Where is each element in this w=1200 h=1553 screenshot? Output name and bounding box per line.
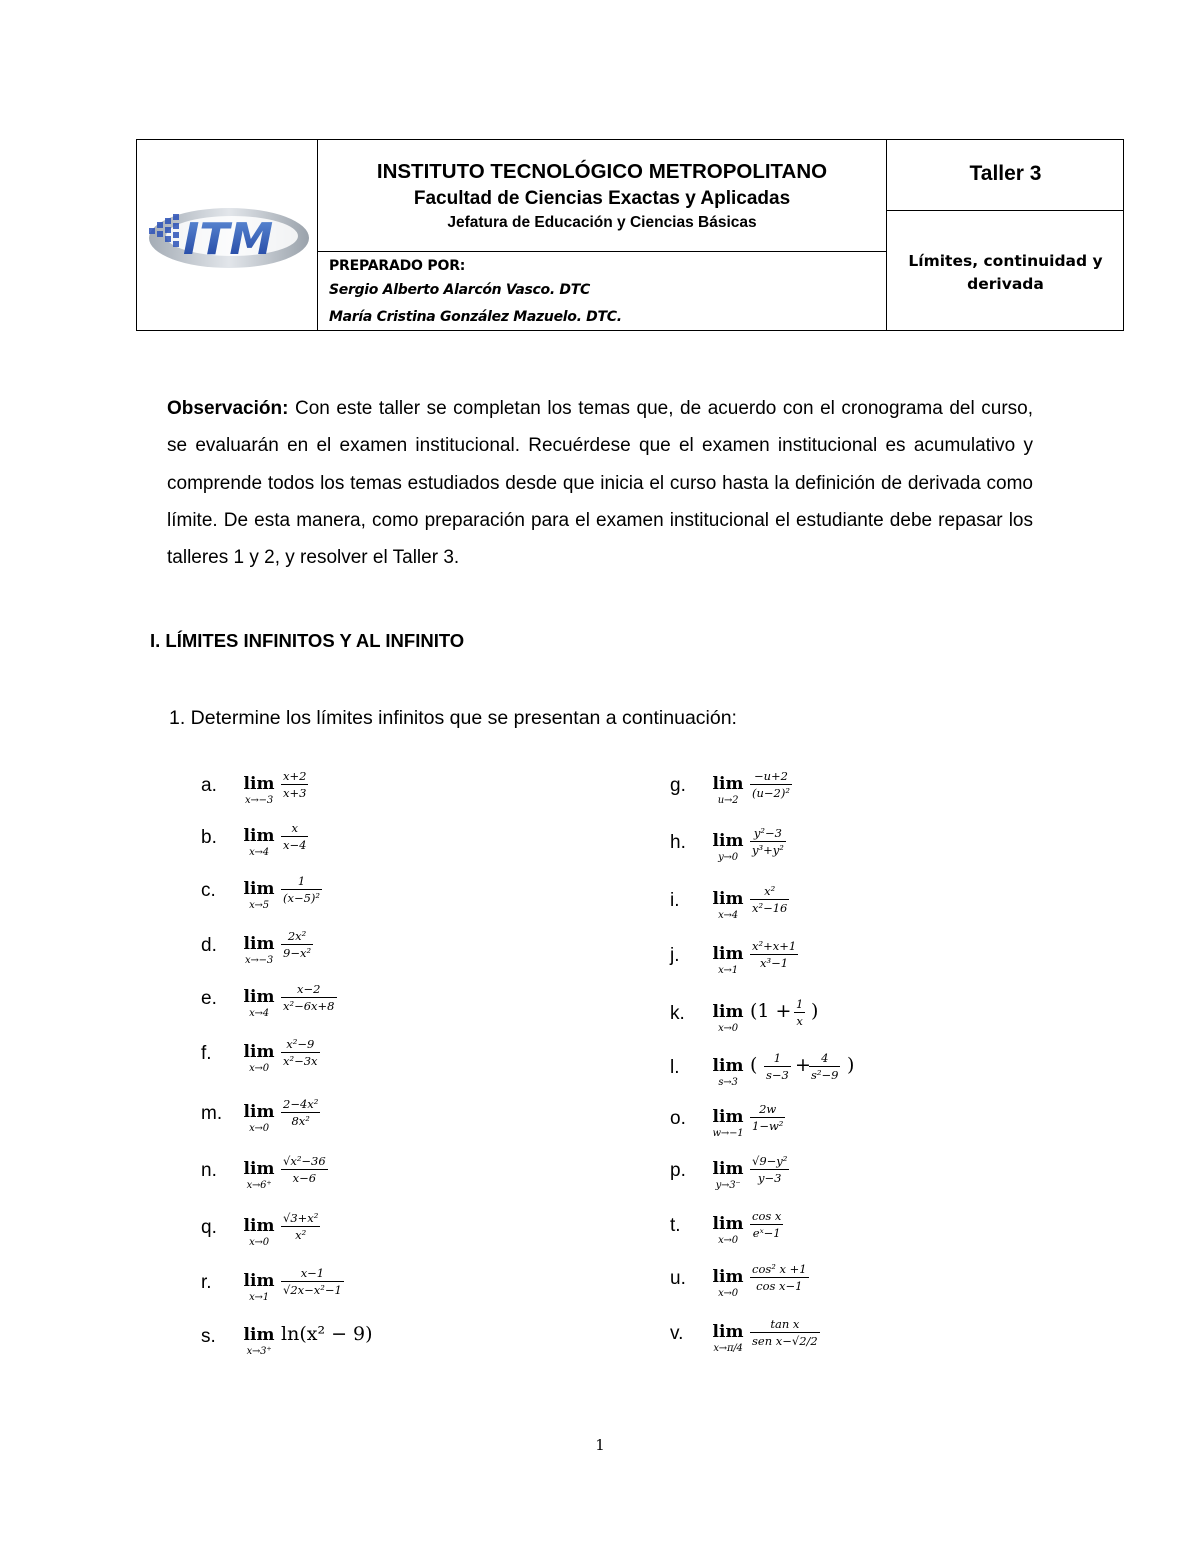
fraction	[281, 1266, 344, 1297]
exercise-label: r.	[201, 1272, 212, 1293]
workshop-topic: Límites, continuidad y derivada	[908, 252, 1103, 293]
exercise-label: i.	[670, 890, 680, 911]
denominator: x+3	[283, 786, 307, 800]
denominator: cos x−1	[756, 1279, 803, 1293]
denominator: x²−6x+8	[283, 999, 335, 1013]
header-divider	[886, 210, 1123, 211]
fraction	[750, 769, 792, 800]
lim-word: lim	[243, 1216, 275, 1236]
lim-word: lim	[712, 774, 744, 794]
denominator: x²−3x	[283, 1054, 318, 1068]
exercise-label: a.	[201, 775, 217, 796]
author-2: María Cristina González Mazuelo. DTC.	[329, 309, 622, 325]
fraction	[809, 1051, 840, 1082]
close-paren: )	[811, 1000, 819, 1022]
limit-operator	[239, 1093, 279, 1134]
limit-operator	[239, 870, 279, 911]
exercise-label: c.	[201, 880, 216, 901]
numerator: x−1	[281, 1266, 344, 1282]
lim-word: lim	[243, 1042, 275, 1062]
institution-name: INSTITUTO TECNOLÓGICO METROPOLITANO	[376, 160, 828, 183]
lim-word: lim	[243, 987, 275, 1007]
fraction	[281, 874, 322, 905]
fraction	[281, 1097, 320, 1128]
itm-logo	[137, 140, 317, 329]
lim-word: lim	[712, 1107, 744, 1127]
denominator: x−4	[283, 838, 307, 852]
limit-subscript: x→0	[718, 1235, 738, 1246]
observation-paragraph	[167, 390, 1033, 576]
denominator: 9−x²	[283, 946, 312, 960]
numerator: −u+2	[750, 769, 792, 785]
lim-word: lim	[243, 1102, 275, 1122]
fraction	[794, 997, 805, 1028]
svg-text:ITM: ITM	[183, 214, 274, 265]
limit-operator	[239, 978, 279, 1019]
fraction	[281, 769, 308, 800]
limit-subscript: x→0	[718, 1288, 738, 1299]
exercise-label: n.	[201, 1160, 217, 1181]
limit-subscript: x→5	[249, 900, 269, 911]
denominator: (x−5)²	[283, 891, 321, 905]
lim-word: lim	[243, 1159, 275, 1179]
limit-subscript: x→4	[718, 910, 738, 921]
fraction	[750, 1262, 809, 1293]
limit-subscript: x→0	[718, 1023, 738, 1034]
lim-word: lim	[243, 774, 275, 794]
denominator: y³+y²	[752, 843, 784, 857]
limit-operator	[708, 822, 748, 863]
exercise-label: k.	[670, 1003, 685, 1024]
fraction	[750, 826, 786, 857]
numerator: 2−4x²	[283, 1097, 319, 1111]
limit-operator	[239, 1150, 279, 1191]
fraction	[281, 1211, 320, 1242]
limit-operator	[708, 1313, 748, 1354]
limit-operator	[239, 1316, 279, 1357]
numerator: x−2	[281, 982, 337, 998]
limit-operator	[239, 765, 279, 806]
fraction	[750, 1154, 789, 1185]
denominator: x	[796, 1014, 803, 1028]
limit-subscript: u→2	[717, 795, 739, 806]
faculty-name: Facultad de Ciencias Exactas y Aplicadas	[413, 188, 791, 209]
numerator: 1	[281, 874, 322, 890]
limit-subscript: x→0	[249, 1123, 269, 1134]
numerator: x+2	[283, 769, 307, 783]
denominator: 8x²	[291, 1114, 310, 1128]
limit-subscript: x→π/4	[713, 1343, 743, 1354]
limit-operator	[708, 880, 748, 921]
fraction	[750, 884, 789, 915]
lim-word: lim	[712, 1214, 744, 1234]
denominator: eˣ−1	[752, 1226, 781, 1240]
exercise-label: e.	[201, 988, 217, 1009]
author-1: Sergio Alberto Alarcón Vasco. DTC	[329, 282, 590, 298]
limit-operator	[239, 1033, 279, 1074]
denominator: sen x−√2/2	[752, 1334, 818, 1348]
limit-subscript: x→0	[249, 1063, 269, 1074]
denominator: √2x−x²−1	[283, 1283, 342, 1297]
numerator: 2w	[750, 1102, 785, 1118]
workshop-title: Taller 3	[969, 162, 1042, 185]
fraction	[764, 1051, 791, 1082]
observation-label: Observación:	[167, 398, 289, 419]
page-number: 1	[595, 1436, 605, 1454]
denominator: x²	[295, 1228, 307, 1242]
denominator: s²−9	[811, 1068, 839, 1082]
limit-subscript: y→3⁻	[715, 1180, 741, 1191]
exercise-label: l.	[670, 1057, 680, 1078]
limit-subscript: x→4	[249, 1008, 269, 1019]
limit-subscript: x→−3	[245, 795, 273, 806]
limit-subscript: x→1	[249, 1292, 269, 1303]
fraction	[750, 1209, 783, 1240]
limit-operator	[239, 925, 279, 966]
numerator: x	[281, 821, 308, 837]
fraction	[281, 929, 313, 960]
lim-word: lim	[243, 826, 275, 846]
lim-word: lim	[712, 1159, 744, 1179]
limit-subscript: x→1	[718, 965, 738, 976]
exercise-label: m.	[201, 1103, 223, 1124]
exercise-label: u.	[670, 1268, 686, 1289]
close-paren: )	[847, 1054, 855, 1076]
limit-operator	[239, 1262, 279, 1303]
fraction	[750, 1317, 820, 1348]
numerator: cos² x +1	[752, 1262, 807, 1276]
exercise-label: d.	[201, 935, 217, 956]
exercise-label: f.	[201, 1043, 212, 1064]
open-paren: (	[750, 1054, 758, 1076]
fraction	[281, 1037, 320, 1068]
denominator: y−3	[757, 1171, 782, 1185]
limit-operator	[708, 1258, 748, 1299]
exercise-label: b.	[201, 827, 217, 848]
limit-subscript: x→0	[249, 1237, 269, 1248]
limit-subscript: x→6⁺	[246, 1180, 272, 1191]
section-heading: I. LÍMITES INFINITOS Y AL INFINITO	[150, 630, 465, 651]
lim-word: lim	[712, 889, 744, 909]
denominator: (u−2)²	[752, 786, 790, 800]
exercise-label: q.	[201, 1217, 217, 1238]
exercise-label: h.	[670, 832, 686, 853]
header-divider	[886, 140, 887, 330]
fraction	[281, 1154, 328, 1185]
fraction	[750, 939, 798, 970]
limit-subscript: x→3⁺	[246, 1346, 272, 1357]
fraction	[750, 1102, 785, 1133]
numerator: tan x	[750, 1317, 820, 1333]
limit-operator	[708, 993, 748, 1034]
fraction	[281, 982, 337, 1013]
lim-word: lim	[712, 944, 744, 964]
denominator: x²−16	[752, 901, 788, 915]
open-paren: (1 +	[750, 1000, 792, 1022]
limit-operator	[708, 765, 748, 806]
function-expression: ln(x² − 9)	[281, 1323, 373, 1345]
numerator: √3+x²	[283, 1211, 319, 1225]
lim-word: lim	[243, 934, 275, 954]
numerator: x²+x+1	[752, 939, 797, 953]
exercise-label: t.	[670, 1215, 681, 1236]
department-name: Jefatura de Educación y Ciencias Básicas	[447, 214, 757, 231]
limit-subscript: x→4	[249, 847, 269, 858]
denominator: s−3	[766, 1068, 789, 1082]
numerator: √x²−36	[283, 1154, 326, 1168]
lim-word: lim	[712, 1002, 744, 1022]
exercise-label: v.	[670, 1323, 684, 1344]
fraction	[281, 821, 308, 852]
observation-text: Con este taller se completan los temas que, de acuerdo con el cronograma del curso, se evaluarán en el examen institucional. Recuérdese que el examen institucional es acumulativo y comprende todos los temas estudiados desde que inicia el curso hasta la definición de derivada como límite. De esta manera, como preparación para el examen institucional el estudiante debe repasar los talleres 1 y 2, y resolver el Taller 3.	[167, 398, 1033, 569]
denominator: 1−w²	[752, 1119, 784, 1133]
numerator: 4	[809, 1051, 840, 1067]
exercise-label: j.	[670, 945, 680, 966]
limit-operator	[708, 1150, 748, 1191]
lim-word: lim	[712, 1056, 744, 1076]
lim-word: lim	[712, 1322, 744, 1342]
numerator: 2x²	[281, 929, 313, 945]
denominator: x³−1	[760, 956, 789, 970]
exercise-label: g.	[670, 775, 686, 796]
plus-sign: +	[795, 1054, 811, 1076]
limit-operator	[708, 1047, 748, 1088]
limit-subscript: w→−1	[712, 1128, 744, 1139]
lim-word: lim	[712, 831, 744, 851]
lim-word: lim	[243, 1325, 275, 1345]
numerator: √9−y²	[752, 1154, 788, 1168]
header-table	[136, 139, 1124, 331]
numerator: 1	[796, 997, 804, 1011]
numerator: y²−3	[750, 826, 786, 842]
numerator: 1	[764, 1051, 791, 1067]
header-divider	[317, 251, 887, 252]
numerator: x²	[750, 884, 789, 900]
exercise-label: s.	[201, 1326, 216, 1347]
limit-operator	[239, 1207, 279, 1248]
limit-operator	[708, 1098, 748, 1139]
exercise-label: o.	[670, 1108, 686, 1129]
prepared-by-label: PREPARADO POR:	[329, 258, 466, 274]
lim-word: lim	[243, 879, 275, 899]
limit-subscript: s→3	[718, 1077, 738, 1088]
limit-subscript: x→−3	[245, 955, 273, 966]
exercise-label: p.	[670, 1160, 686, 1181]
question-1: 1. Determine los límites infinitos que se presentan a continuación:	[169, 707, 737, 729]
limit-operator	[708, 935, 748, 976]
lim-word: lim	[243, 1271, 275, 1291]
numerator: x²−9	[281, 1037, 320, 1053]
lim-word: lim	[712, 1267, 744, 1287]
numerator: cos x	[752, 1209, 782, 1223]
limit-subscript: y→0	[718, 852, 738, 863]
denominator: x−6	[292, 1171, 317, 1185]
limit-operator	[239, 817, 279, 858]
limit-operator	[708, 1205, 748, 1246]
